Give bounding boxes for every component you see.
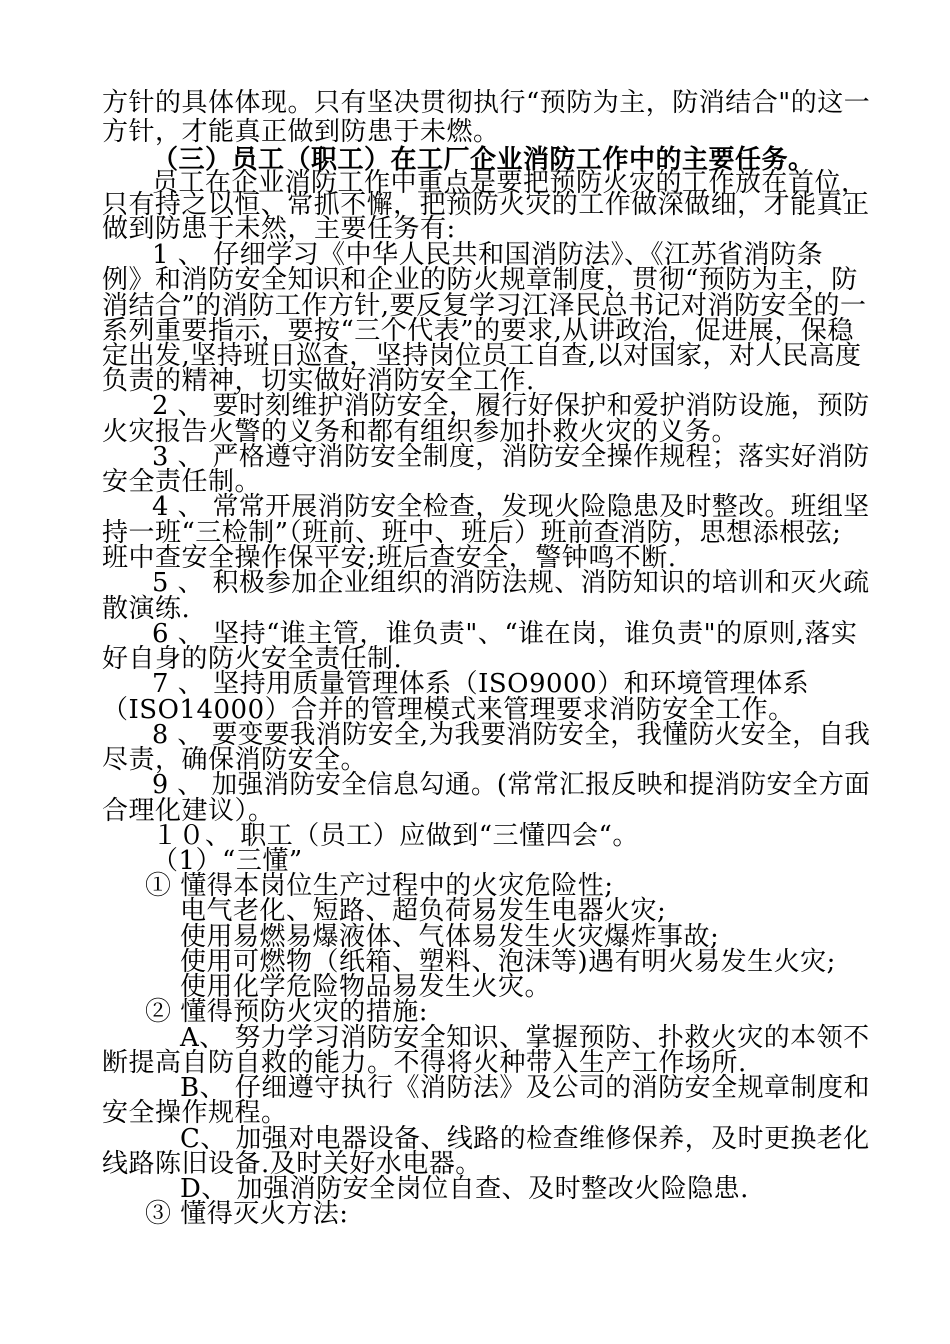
list-item: A、 努力学习消防安全知识、掌握预防、扑救火灾的本领不 xyxy=(180,1023,870,1053)
text-line: 方针，才能真正做到防患于未燃。 xyxy=(102,117,500,147)
list-item: C、 加强对电器设备、线路的检查维修保养，及时更换老化 xyxy=(180,1124,870,1154)
text-line: 只有持之以恒、常抓不懈，把预防火灾的工作做深做细，才能真正 xyxy=(102,190,870,220)
list-item: 使用化学危险物品易发生火灾。 xyxy=(180,972,552,1002)
text-line: 负责的精神，切实做好消防安全工作. xyxy=(102,366,535,396)
list-item: 9 、 加强消防安全信息勾通。(常常汇报反映和提消防安全方面 xyxy=(152,770,871,800)
list-item: 6 、 坚持“谁主管，谁负责"、“谁在岗，谁负责"的原则,落实 xyxy=(152,619,858,649)
text-line: 做到防患于未然，主要任务有: xyxy=(102,214,456,244)
text-line: 安全责任制。 xyxy=(102,467,262,497)
list-item: 5 、 积极参加企业组织的消防法规、消防知识的培训和灭火疏 xyxy=(152,568,870,598)
section-heading: （三）员工（职工）在工厂企业消防工作中的主要任务。 xyxy=(152,145,815,175)
text-line: （ISO14000）合并的管理模式来管理要求消防安全工作。 xyxy=(102,695,795,725)
list-item: 7 、 坚持用质量管理体系（ISO9000）和环境管理体系 xyxy=(152,669,810,699)
text-line: 班中查安全操作保平安;班后查安全，警钟鸣不断. xyxy=(102,543,677,573)
subheading: （1）“三懂” xyxy=(152,846,303,876)
list-item: ② 懂得预防火灾的措施: xyxy=(145,997,429,1027)
text-line: 持一班“三检制”（班前、班中、班后）班前查消防，思想添根弦; xyxy=(102,518,842,548)
list-item: 电气老化、短路、超负荷易发生电器火灾; xyxy=(180,896,667,926)
text-line: 火灾报告火警的义务和都有组织参加扑救火灾的义务。 xyxy=(102,417,739,447)
text-line: 线路陈旧设备.及时关好水电器。 xyxy=(102,1149,482,1179)
list-item: ③ 懂得灭火方法: xyxy=(145,1199,349,1229)
list-item: 4 、 常常开展消防安全检查，发现火险隐患及时整改。班组坚 xyxy=(152,492,870,522)
text-line: 员工在企业消防工作中重点是要把预防火灾的工作放在首位， xyxy=(152,168,868,198)
text-line: 断提高自防自救的能力。不得将火种带入生产工作场所. xyxy=(102,1048,747,1078)
list-item: 8 、 要变要我消防安全,为我要消防安全，我懂防火安全，自我 xyxy=(152,720,871,750)
list-item: 2 、 要时刻维护消防安全，履行好保护和爱护消防设施，预防 xyxy=(152,391,870,421)
list-item: 使用易燃易爆液体、气体易发生火灾爆炸事故; xyxy=(180,922,720,952)
text-line: 尽责，确保消防安全。 xyxy=(102,745,368,775)
list-item: 3 、 严格遵守消防安全制度，消防安全操作规程；落实好消防 xyxy=(152,442,870,472)
list-item: １０、 职工（员工）应做到“三懂四会“。 xyxy=(152,821,639,851)
text-line: 消结合”的消防工作方针,要反复学习江泽民总书记对消防安全的一 xyxy=(102,291,867,321)
list-item: B、 仔细遵守执行《消防法》及公司的消防安全规章制度和 xyxy=(180,1073,870,1103)
text-line: 散演练. xyxy=(102,594,191,624)
text-line: 系列重要指示，要按“三个代表”的要求,从讲政治，促进展，保稳 xyxy=(102,316,854,346)
list-item: D、 加强消防安全岗位自查、及时整改火险隐患. xyxy=(180,1174,749,1204)
list-item: 1 、 仔细学习《中华人民共和国消防法》、《江苏省消防条 xyxy=(152,240,824,270)
text-line: 好自身的防火安全责任制. xyxy=(102,644,403,674)
text-line: 安全操作规程。 xyxy=(102,1098,288,1128)
list-item: 使用可燃物（纸箱、塑料、泡沫等)遇有明火易发生火灾; xyxy=(180,947,836,977)
list-item: ① 懂得本岗位生产过程中的火灾危险性; xyxy=(145,871,614,901)
text-line: 方针的具体体现。只有坚决贯彻执行“预防为主，防消结合"的这一 xyxy=(102,88,871,118)
text-line: 合理化建议）。 xyxy=(102,796,275,826)
text-line: 例》和消防安全知识和企业的防火规章制度，贯彻“预防为主，防 xyxy=(102,265,858,295)
text-line: 定出发,坚持班日巡查，坚持岗位员工自查,以对国家，对人民高度 xyxy=(102,341,862,371)
